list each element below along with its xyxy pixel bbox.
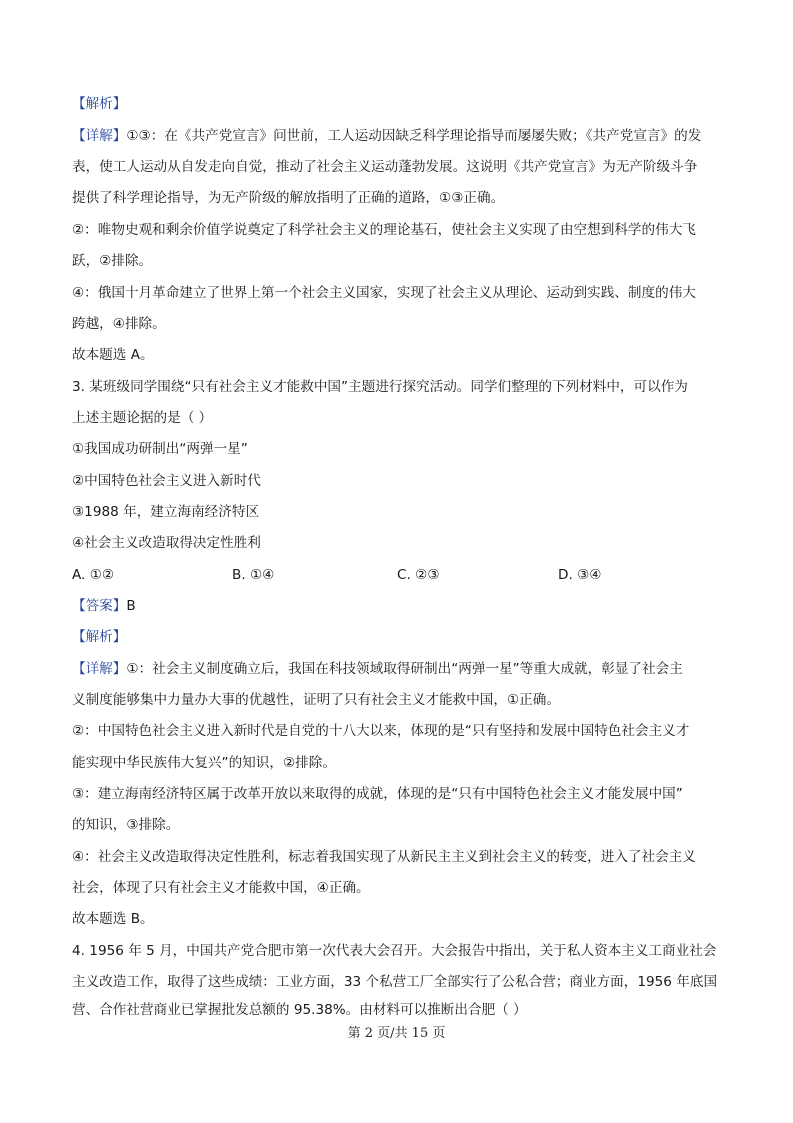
q3-option-c: C. ②③	[397, 567, 440, 583]
q3-option-d: D. ③④	[558, 567, 602, 583]
q3-statement: ①我国成功研制出“两弹一星”	[72, 441, 248, 457]
q3-stem-line: 上述主题论据的是（ ）	[72, 410, 213, 426]
q3-option-b: B. ①④	[232, 567, 275, 583]
q3-detail-line: ③：建立海南经济特区属于改革开放以来取得的成就，体现的是“只有中国特色社会主义才能发展中国”	[72, 786, 683, 802]
q3-options	[72, 565, 732, 585]
q3-detail-line: 义制度能够集中力量办大事的优越性，证明了只有社会主义才能救中国，①正确。	[72, 692, 560, 708]
q4-stem-line: 4. 1956 年 5 月，中国共产党合肥市第一次代表大会召开。大会报告中指出，关于私人资本主义工商业社会	[72, 943, 717, 959]
q4-stem-line: 营、合作社营商业已掌握批发总额的 95.38%。由材料可以推断出合肥（ ）	[72, 1002, 527, 1018]
q3-statement: ③1988 年，建立海南经济特区	[72, 504, 260, 520]
q3-answer	[72, 596, 732, 616]
q3-detail-line: 的知识，③排除。	[72, 817, 180, 833]
q3-conclusion: 故本题选 B。	[72, 911, 154, 927]
q3-detail-label: 【详解】	[72, 661, 127, 677]
q3-detail-line: ②：中国特色社会主义进入新时代是自党的十八大以来，体现的是“只有坚持和发展中国特色社会主义才	[72, 723, 690, 739]
q2-detail-line: 跃，②排除。	[72, 253, 153, 269]
q3-statement: ④社会主义改造取得决定性胜利	[72, 535, 261, 551]
q2-detail-line: 【详解】①③：在《共产党宣言》问世前，工人运动因缺乏科学理论指导而屡屡失败；《共产党宣言》的发	[72, 128, 702, 144]
q2-detail-line: 跨越，④排除。	[72, 316, 166, 332]
q2-conclusion: 故本题选 A。	[72, 347, 154, 363]
q3-stem-line: 3. 某班级同学围绕“只有社会主义才能救中国”主题进行探究活动。同学们整理的下列材料中，可以作为	[72, 379, 688, 395]
q3-answer-value: B	[126, 598, 136, 614]
q2-detail-line: ④：俄国十月革命建立了世界上第一个社会主义国家，实现了社会主义从理论、运动到实践、制度的伟大	[72, 285, 696, 301]
q3-answer-label: 【答案】	[72, 598, 127, 614]
q3-detail-line: 能实现中华民族伟大复兴”的知识，②排除。	[72, 755, 336, 771]
q2-detail-line: ②：唯物史观和剩余价值学说奠定了科学社会主义的理论基石，使社会主义实现了由空想到科学的伟大飞	[72, 222, 696, 238]
q3-analysis-label: 【解析】	[72, 629, 127, 645]
page-number: 第 2 页/共 15 页	[347, 1026, 446, 1041]
q3-detail-line: ④：社会主义改造取得决定性胜利，标志着我国实现了从新民主主义到社会主义的转变，进入了社会主义	[72, 849, 696, 865]
q3-detail-line: 社会，体现了只有社会主义才能救中国，④正确。	[72, 880, 370, 896]
q4-stem-line: 主义改造工作，取得了这些成绩：工业方面，33 个私营工厂全部实行了公私合营；商业方面，1956 年底国	[72, 974, 718, 990]
q2-analysis-label: 【解析】	[72, 96, 127, 112]
q2-detail-label: 【详解】	[72, 128, 127, 144]
q2-detail-line: 表，使工人运动从自发走向自觉，推动了社会主义运动蓬勃发展。这说明《共产党宣言》为无产阶级斗争	[72, 159, 698, 175]
q3-detail-line: 【详解】①：社会主义制度确立后，我国在科技领域取得研制出“两弹一星”等重大成就，彰显了社会主	[72, 661, 683, 677]
q3-statement: ②中国特色社会主义进入新时代	[72, 473, 261, 489]
q3-option-a: A. ①②	[72, 567, 115, 583]
q2-detail-line: 提供了科学理论指导，为无产阶级的解放指明了正确的道路，①③正确。	[72, 190, 505, 206]
